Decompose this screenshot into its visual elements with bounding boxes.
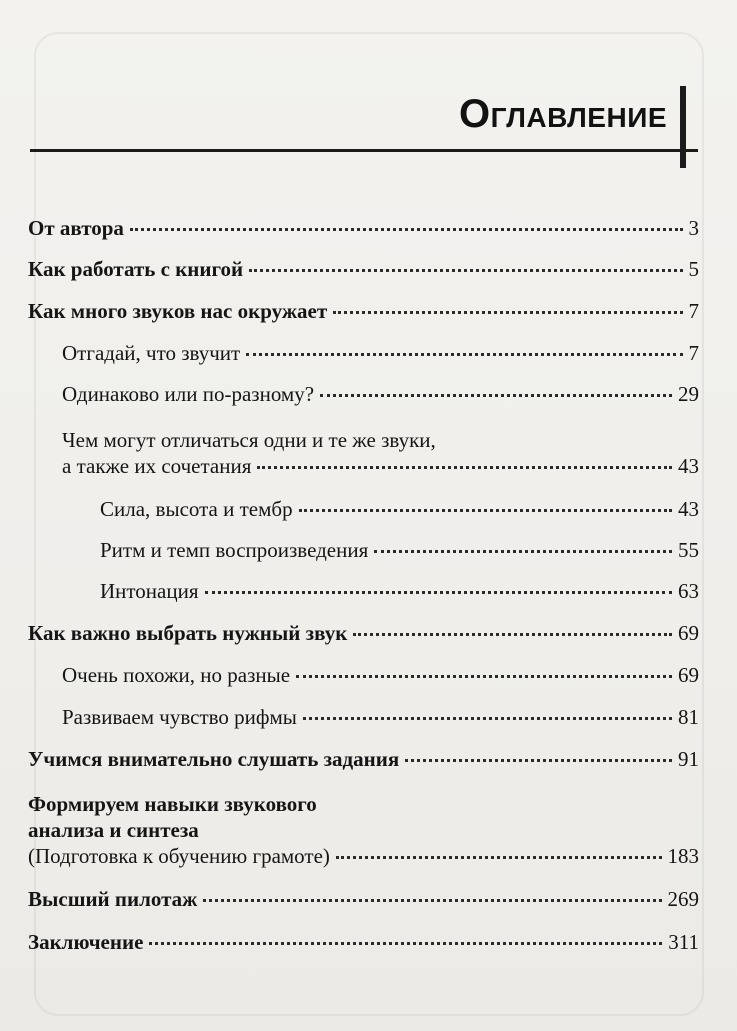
toc-entry-title: Развиваем чувство рифмы — [62, 705, 297, 729]
toc-entry-page: 81 — [678, 705, 699, 729]
toc-entry-title: Заключение — [28, 930, 144, 954]
toc-entry-title: (Подготовка к обучению грамоте) — [28, 844, 330, 868]
toc-entry-title: Одинаково или по-разному? — [62, 382, 315, 406]
dot-leader — [205, 591, 673, 594]
dot-leader — [257, 466, 672, 469]
dot-leader — [333, 311, 682, 314]
dot-leader — [336, 856, 662, 859]
toc-entry-title: Отгадай, что звучит — [62, 341, 241, 365]
toc-entry — [0, 537, 737, 563]
toc-entry-title: Ритм и темп воспроизведения — [100, 538, 369, 562]
dot-leader — [320, 394, 672, 397]
dot-leader — [249, 269, 682, 272]
toc-entry — [0, 215, 737, 241]
toc-entry — [0, 620, 737, 646]
toc-entry-title: Как работать с книгой — [28, 257, 244, 281]
toc-entry-title-line2: анализа и синтеза — [28, 818, 199, 842]
toc-entry — [0, 427, 737, 479]
toc-entry-title: Очень похожи, но разные — [62, 663, 291, 687]
toc-entry-title: От автора — [28, 216, 124, 240]
toc-entry-title: Сила, высота и тембр — [100, 497, 293, 521]
title-block — [0, 0, 737, 170]
dot-leader — [130, 228, 683, 231]
toc-entry — [0, 340, 737, 366]
toc-entry-page: 91 — [678, 747, 699, 771]
dot-leader — [405, 759, 672, 762]
dot-leader — [246, 353, 682, 356]
toc-entry-title-line1: Чем могут отличаться одни и те же звуки, — [62, 428, 436, 452]
toc-entry — [0, 704, 737, 730]
toc-entry-page: 311 — [668, 930, 699, 954]
toc-entry-title: Высший пилотаж — [28, 887, 198, 911]
toc-entry-title: Как важно выбрать нужный звук — [28, 621, 348, 645]
dot-leader — [353, 633, 672, 636]
toc-entry-page: 43 — [678, 454, 699, 478]
toc-entry-page: 269 — [667, 887, 699, 911]
toc-entry-title: а также их сочетания — [62, 454, 252, 478]
title-horizontal-rule — [30, 149, 698, 152]
toc-entry-page: 5 — [688, 257, 699, 281]
toc-entry — [0, 578, 737, 604]
dot-leader — [299, 509, 672, 512]
toc-entry — [0, 381, 737, 407]
toc-entry — [0, 929, 737, 955]
dot-leader — [374, 550, 672, 553]
dot-leader — [296, 675, 672, 678]
toc-entry-title-line1: Формируем навыки звукового — [28, 792, 317, 816]
toc-entry-page: 7 — [688, 341, 699, 365]
toc-entry — [0, 746, 737, 772]
toc-entry — [0, 886, 737, 912]
toc-entry-page: 63 — [678, 579, 699, 603]
title-vertical-rule — [680, 86, 686, 168]
toc-entry-page: 7 — [688, 299, 699, 323]
toc-entry-page: 183 — [667, 844, 699, 868]
toc-entry-page: 29 — [678, 382, 699, 406]
toc-entry-page: 69 — [678, 663, 699, 687]
toc-entry-title: Интонация — [100, 579, 199, 603]
toc-entry-page: 55 — [678, 538, 699, 562]
toc-entry — [0, 662, 737, 688]
toc-entry-page: 43 — [678, 497, 699, 521]
toc-entry-page: 3 — [688, 216, 699, 240]
toc-entry-title: Учимся внимательно слушать задания — [28, 747, 400, 771]
dot-leader — [303, 717, 672, 720]
dot-leader — [149, 942, 662, 945]
toc-entry — [0, 496, 737, 522]
toc-entry-title: Как много звуков нас окружает — [28, 299, 328, 323]
toc-entry-page: 69 — [678, 621, 699, 645]
page-title: Оглавление — [458, 92, 667, 136]
toc-entry — [0, 791, 737, 869]
toc-entry — [0, 298, 737, 324]
dot-leader — [203, 899, 661, 902]
toc-entry — [0, 256, 737, 282]
